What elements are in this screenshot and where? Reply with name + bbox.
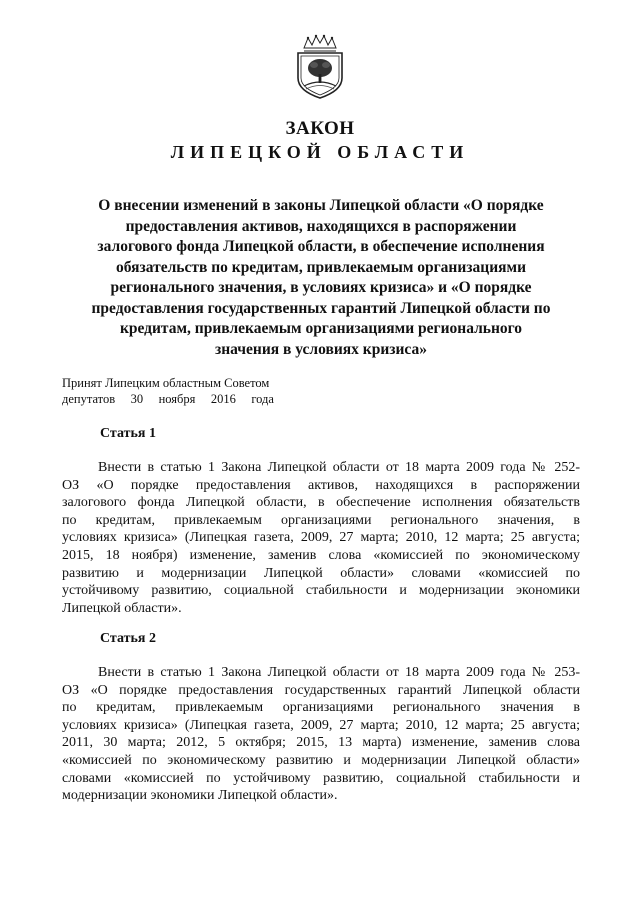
heading-line: обязательств по кредитам, привлекаемым организациями — [116, 258, 526, 276]
text-line: словами «комиссией по устойчивому развитию, социальной стабильности и — [62, 770, 580, 786]
adoption-date-word: 30 — [130, 391, 144, 406]
heading-line: кредитам, привлекаемым организациями регионального — [119, 320, 523, 337]
heading-line: регионального значения, в условиях кризиса» и «О порядке — [110, 279, 532, 296]
article-1-text — [62, 459, 580, 617]
heading-line: О внесении изменений в законы Липецкой области «О порядке — [98, 197, 544, 214]
text-line: модернизации экономики Липецкой области». — [62, 788, 338, 804]
heading-line: залогового фонда Липецкой области, в обеспечение исполнения — [97, 238, 545, 255]
text-line: по кредитам, привлекаемым организациями регионального значения в — [62, 700, 580, 716]
text-line: устойчивому развитию, социальной стабильности и модернизации экономики — [62, 583, 580, 599]
law-title: ЗАКОН — [285, 118, 355, 139]
article-1-title: Статья 1 — [100, 426, 156, 441]
text-line: Внести в статью 1 Закона Липецкой области от 18 марта 2009 года № 252- — [98, 460, 580, 475]
text-line: ОЗ «О порядке предоставления государственных гарантий Липецкой области — [62, 682, 580, 698]
article-2-text — [62, 664, 580, 805]
adoption-date-line — [62, 392, 274, 408]
adoption-line: Принят Липецким областным Советом — [62, 376, 270, 390]
heading-line: значения в условиях кризиса» — [214, 340, 427, 358]
text-line: Внести в статью 1 Закона Липецкой области от 18 марта 2009 года № 253- — [98, 665, 580, 680]
text-line: условиях кризиса» (Липецкая газета, 2009, 27 марта; 2010, 12 марта; 25 августа; — [62, 530, 580, 546]
text-line: Липецкой области». — [62, 600, 182, 616]
adoption-date-word: года — [251, 391, 274, 406]
heading-line: предоставления государственных гарантий Липецкой области по — [91, 299, 551, 317]
lipetsk-oblast-coat-of-arms-icon — [292, 34, 348, 100]
adoption-note — [62, 376, 274, 407]
text-line: залогового фонда Липецкой области, в обеспечение исполнения обязательств — [62, 495, 580, 511]
text-line: условиях кризиса» (Липецкая газета, 2009, 27 марта; 2010, 12 марта; 25 августа; — [62, 717, 580, 733]
adoption-date-word: депутатов — [62, 391, 116, 406]
article-2-title: Статья 2 — [100, 631, 156, 646]
adoption-date-word: ноября — [158, 391, 196, 406]
text-line: «комиссией по экономическому развитию и модернизации Липецкой области» — [62, 752, 580, 768]
text-line: ОЗ «О порядке предоставления активов, находящихся в распоряжении — [62, 477, 580, 493]
document-heading — [62, 196, 580, 360]
text-line: по кредитам, привлекаемым организациями регионального значения, в — [62, 512, 580, 528]
text-line: развитию и модернизации Липецкой области» словами «комиссией по — [62, 565, 580, 581]
adoption-date-word: 2016 — [210, 391, 236, 406]
text-line: 2011, 30 марта; 2012, 5 октября; 2015, 13 марта) изменение, заменив слова — [62, 735, 580, 751]
region-title: ЛИПЕЦКОЙ ОБЛАСТИ — [170, 142, 470, 162]
heading-line: предоставления активов, находящихся в распоряжении — [125, 217, 517, 235]
text-line: 2015, 18 ноября) изменение, заменив слова «комиссией по экономическому — [62, 547, 580, 563]
